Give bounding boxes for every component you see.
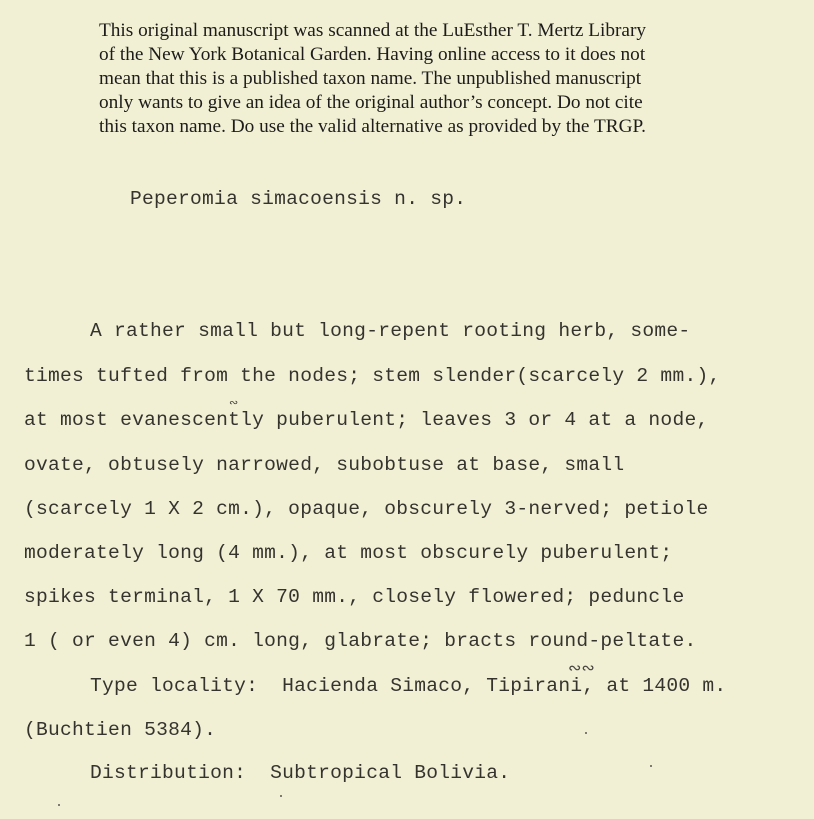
- paper-speck: [58, 804, 60, 806]
- description-line: ovate, obtusely narrowed, subobtuse at base, small: [24, 454, 625, 476]
- paper-speck: [280, 795, 282, 797]
- description-line: 1 ( or even 4) cm. long, glabrate; bracts round-peltate.: [24, 630, 697, 652]
- description-line: (scarcely 1 X 2 cm.), opaque, obscurely 3-nerved; petiole: [24, 498, 709, 520]
- description-line: at most evanescently puberulent; leaves 3 or 4 at a node,: [24, 409, 709, 431]
- handwritten-mark: ∾: [229, 396, 239, 409]
- type-locality-line: (Buchtien 5384).: [24, 719, 217, 741]
- type-locality-line: Type locality: Hacienda Simaco, Tipirani, at 1400 m.: [90, 675, 727, 697]
- notice-line: only wants to give an idea of the original author’s concept. Do not cite: [99, 92, 643, 113]
- notice-line: mean that this is a published taxon name. The unpublished manuscript: [99, 68, 642, 89]
- scan-notice: [99, 19, 739, 139]
- description-line: spikes terminal, 1 X 70 mm., closely flowered; peduncle: [24, 586, 685, 608]
- notice-line: This original manuscript was scanned at the LuEsther T. Mertz Library: [99, 20, 647, 41]
- species-title: Peperomia simacoensis n. sp.: [130, 188, 467, 210]
- notice-line: this taxon name. Do use the valid alternative as provided by the TRGP.: [99, 116, 646, 137]
- description-line: moderately long (4 mm.), at most obscurely puberulent;: [24, 542, 673, 564]
- paper-speck: [585, 732, 587, 734]
- handwritten-accent-mark: ∾∾: [568, 658, 595, 677]
- description-line: times tufted from the nodes; stem slender(scarcely 2 mm.),: [24, 365, 721, 387]
- distribution-line: Distribution: Subtropical Bolivia.: [90, 762, 511, 784]
- paper-speck: [650, 765, 652, 767]
- notice-line: of the New York Botanical Garden. Having online access to it does not: [99, 44, 646, 65]
- description-line: A rather small but long-repent rooting herb, some-: [90, 320, 691, 342]
